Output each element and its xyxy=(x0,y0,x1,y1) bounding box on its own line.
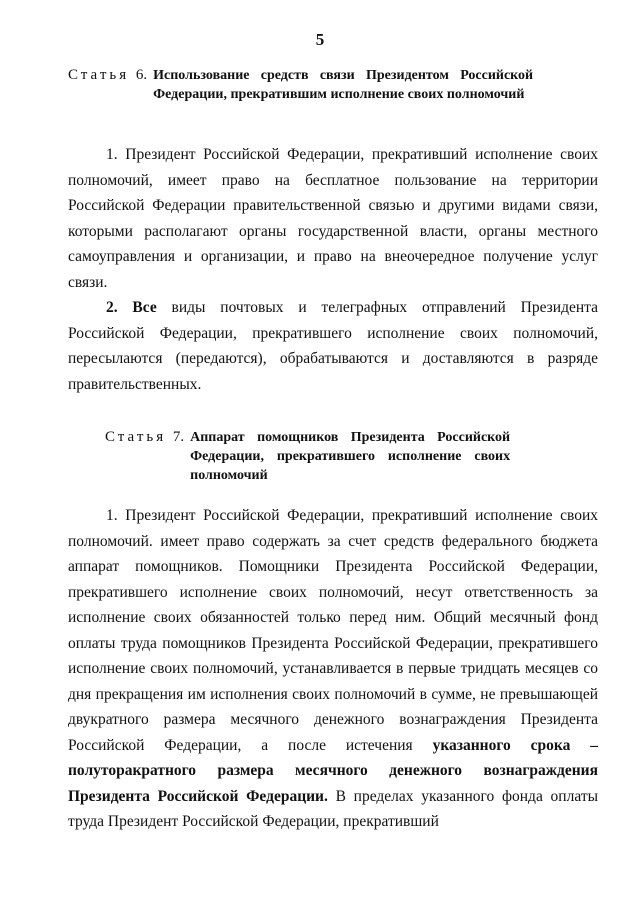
article-7-label-number: 7. xyxy=(172,429,185,445)
article-7-label xyxy=(105,428,184,447)
article-6-label-number: 6. xyxy=(135,67,148,83)
article-7-paragraph-1-part-a: 1. Президент Российской Федерации, прекративший исполнение своих полномочий. имеет право содержать за счет средств федерального бюджета аппарат помощников. Помощники Президента Российской Федерации, прекратившего исполнение своих полномочий, несут ответственность за исполнение своих обязанностей только перед ним. Общий месячный фонд оплаты труда помощников Президента Российской Федерации, прекратившего исполнение своих полномочий, устанавливается в первые тридцать месяцев со дня прекращения им исполнения своих полномочий в сумме, не превышающей двукратного размера месячного денежного вознаграждения Президента Российской Федерации, а после истечения xyxy=(68,507,598,754)
article-6-paragraph-2-text: виды почтовых и телеграфных отправлений Президента Российской Федерации, прекратившего исполнение своих полномочий, пересылаются (передаются), обрабатываются и доставляются в разряде правительственных. xyxy=(68,299,598,393)
article-6-paragraph-1: 1. Президент Российской Федерации, прекративший исполнение своих полномочий, имеет право на бесплатное пользование на территории Российской Федерации правительственной связью и другими видами связи, которыми располагают органы государственной власти, органы местного самоуправления и организации, и право на внеочередное получение услуг связи. xyxy=(68,146,598,291)
article-7-heading xyxy=(105,428,525,485)
article-7-body xyxy=(68,503,598,835)
article-7-title: Аппарат помощников Президента Российской Федерации, прекратившего исполнение своих полномочий xyxy=(190,430,511,483)
article-7-heading-row xyxy=(105,428,525,485)
article-7-paragraph-1 xyxy=(68,503,598,835)
article-7-paragraph-1-part-c: В пределах указанного фонда оплаты труда Президент Российской Федерации, прекративший xyxy=(68,787,599,830)
article-6-label xyxy=(68,66,147,85)
article-6-heading xyxy=(68,66,598,104)
article-6-heading-row xyxy=(68,66,598,104)
article-6-label-word: Статья xyxy=(68,67,130,83)
article-7-paragraph-1-part-b: указанного срока – полуторакратного размера месячного денежного вознаграждения Президента Российской Федерации. xyxy=(68,736,598,805)
article-6-body xyxy=(68,142,598,397)
article-7-label-word: Статья xyxy=(105,429,167,445)
article-6-title: Использование средств связи Президентом Российской Федерации, прекратившим исполнение своих полномочий xyxy=(153,68,534,102)
article-6-paragraph-2-lead: 2. Все xyxy=(106,299,157,316)
article-6-paragraph-2 xyxy=(68,295,598,397)
page-number: 5 xyxy=(315,30,325,49)
